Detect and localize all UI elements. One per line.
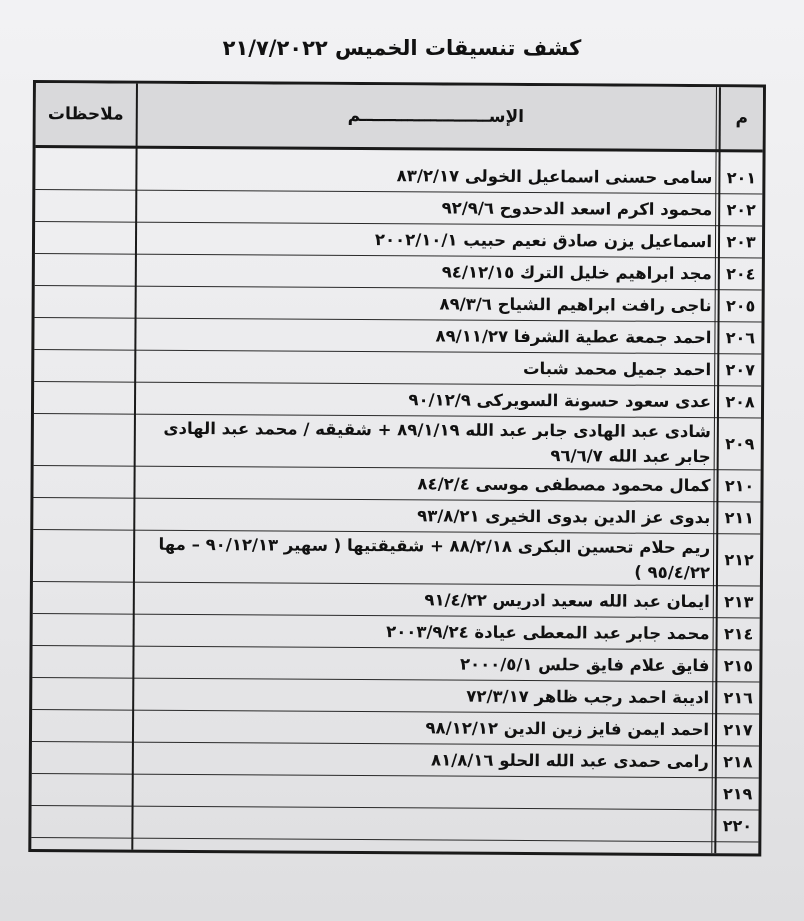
row-name: سامى حسنى اسماعيل الخولى ٨٣/٢/١٧ [396,166,713,188]
table-row [33,582,760,618]
row-number: ٢٠٦ [725,328,756,348]
row-notes [33,530,133,582]
row-number: ٢١٨ [723,752,753,772]
table-row [32,678,759,714]
header-notes: ملاحظات [47,104,124,125]
row-name [150,807,712,841]
row-notes [35,158,135,190]
header-name: الإســــــــــــــــــــــم [347,105,525,127]
table-row [32,710,759,746]
document-title: كشف تنسيقات الخميس ٢١/٧/٢٠٢٢ [222,36,582,60]
table-row [33,498,760,534]
table-row [35,190,762,226]
row-name: بدوى عز الدين بدوى الخيرى ٩٣/٨/٢١ [417,506,711,528]
row-number: ٢٠٢ [726,200,756,220]
row-notes [32,678,132,710]
row-notes [32,710,132,742]
row-name: احمد ايمن فايز زين الدين ٩٨/١٢/١٢ [425,718,710,740]
table-row [34,350,761,386]
row-notes [33,466,133,498]
row-notes [33,614,133,646]
row-name: محمود اكرم اسعد الدحدوح ٩٢/٩/٦ [441,198,713,220]
row-notes [32,742,132,774]
row-notes [33,582,133,614]
row-name: شادى عبد الهادى جابر عبد الله ٨٩/١/١٩ + شقيقه / محمد عبد الهادى جابر عبد الله ٩٦/٦/٧ [163,418,711,466]
row-notes [33,498,133,530]
table-row [34,382,761,418]
row-number: ٢١٢ [724,550,754,570]
row-number: ٢٢٠ [722,816,753,836]
table-row [35,222,762,258]
row-name: رامى حمدى عبد الله الحلو ٨١/٨/١٦ [431,750,709,772]
row-number: ٢٠٤ [726,264,756,284]
row-name: ايمان عبد الله سعيد ادريس ٩١/٤/٢٢ [424,590,710,612]
row-notes [32,646,132,678]
table-row [32,742,759,778]
row-notes [32,774,132,806]
row-name: كمال محمود مصطفى موسى ٨٤/٢/٤ [417,474,711,496]
row-number: ٢١١ [724,508,755,528]
table-row [32,646,759,682]
row-number: ٢١٤ [723,624,754,644]
row-name [151,775,713,809]
table-row [34,414,761,470]
table-row [34,318,761,354]
row-number: ٢١٩ [722,784,753,804]
row-name: عدى سعود حسونة السويركى ٩٠/١٢/٩ [408,390,712,412]
row-notes [31,806,131,838]
table-row [33,466,760,502]
row-notes [35,286,135,318]
row-name: فايق علام فايق حلس ٢٠٠٠/٥/١ [459,654,710,676]
row-notes [34,318,134,350]
row-name: محمد جابر عبد المعطى عيادة ٢٠٠٣/٩/٢٤ [386,622,710,644]
row-number: ٢٠٨ [725,392,755,412]
table-row [33,530,760,586]
header-num: م [735,108,749,129]
row-name: اسماعيل يزن صادق نعيم حبيب ٢٠٠٢/١٠/١ [374,230,713,252]
row-notes [34,414,134,466]
row-notes [35,254,135,286]
row-notes [34,350,134,382]
row-notes [34,382,134,414]
row-number: ٢١٣ [724,592,754,612]
table-row [35,158,762,194]
coordination-table [28,80,766,856]
row-name: اديبة احمد رجب ظاهر ٧٢/٣/١٧ [466,686,710,708]
row-number: ٢١٦ [723,688,753,708]
row-name: مجد ابراهيم خليل الترك ٩٤/١٢/١٥ [441,262,712,284]
row-name: ناجى رافت ابراهيم الشياح ٨٩/٣/٦ [439,294,712,316]
row-number: ٢٠١ [726,168,757,188]
row-notes [35,190,135,222]
row-notes [35,222,135,254]
row-number: ٢١٥ [723,656,754,676]
table-header [36,83,763,152]
row-number: ٢٠٥ [725,296,756,316]
row-number: ٢١٧ [723,720,753,740]
table-row [35,254,762,290]
row-name: ريم حلام تحسين البكرى ٨٨/٢/١٨ + شقيقتيها ( سهير ٩٠/١٢/١٣ – مها ٩٥/٤/٢٢ ) [158,534,711,582]
table-row [32,774,759,810]
row-number: ٢٠٩ [725,434,755,454]
row-number: ٢٠٣ [726,232,756,252]
table-row [35,286,762,322]
table-row [31,806,758,842]
row-number: ٢١٠ [724,476,755,496]
table-row [33,614,760,650]
row-name: احمد جمعة عطية الشرفا ٨٩/١١/٢٧ [435,326,712,348]
row-name: احمد جميل محمد شبات [522,358,712,380]
row-number: ٢٠٧ [725,360,755,380]
